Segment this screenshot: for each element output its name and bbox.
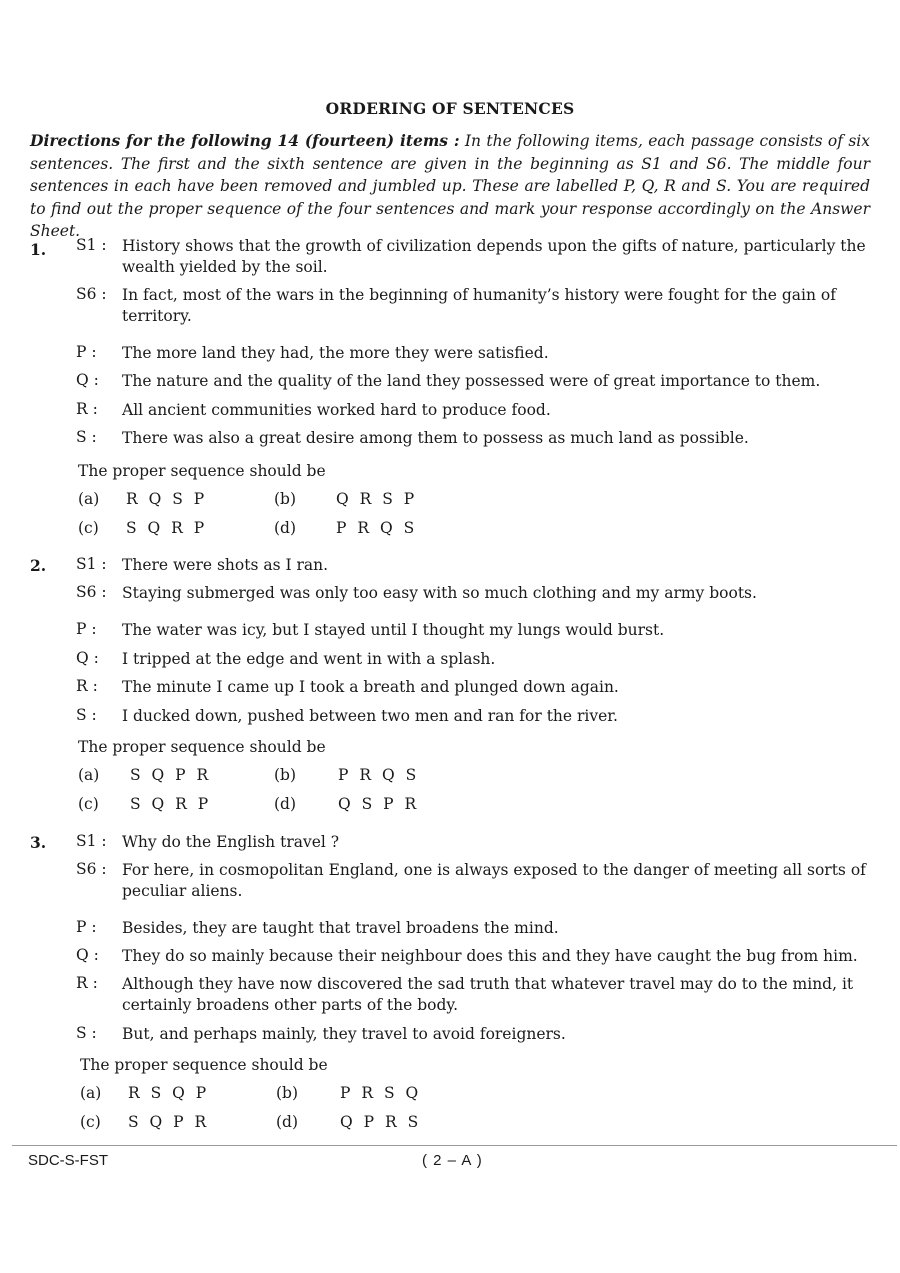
option-label: (d) xyxy=(274,519,297,537)
question-number: 3. xyxy=(30,833,47,852)
sequence-prompt: The proper sequence should be xyxy=(78,462,326,480)
sentence-label: S6 : xyxy=(76,860,107,878)
sentence-text: History shows that the growth of civilization depends upon the gifts of nature, particularly the wealth yielded by the soil. xyxy=(122,237,866,276)
option-value: Q R S P xyxy=(336,490,418,508)
sequence-prompt: The proper sequence should be xyxy=(78,738,326,756)
sentence-label: S1 : xyxy=(76,555,107,573)
sentence-label: S1 : xyxy=(76,832,107,850)
sentence-label: R : xyxy=(76,400,98,418)
sentence-label: Q : xyxy=(76,371,99,389)
sentence-label: P : xyxy=(76,343,97,361)
option-label: (d) xyxy=(274,795,297,813)
directions xyxy=(30,130,870,243)
sentence-label: S : xyxy=(76,428,97,446)
sentence-label: S6 : xyxy=(76,285,107,303)
sentence-label: S : xyxy=(76,706,97,724)
option-value: P R S Q xyxy=(340,1084,422,1102)
sentence-text: The nature and the quality of the land they possessed were of great importance to them. xyxy=(122,372,821,390)
sentence-label: P : xyxy=(76,620,97,638)
option-label: (b) xyxy=(274,766,297,784)
sentence-text: Although they have now discovered the sad truth that whatever travel may do to the mind, it certainly broadens other parts of the body. xyxy=(122,975,854,1014)
sentence-text: Staying submerged was only too easy with so much clothing and my army boots. xyxy=(122,584,757,602)
sentence-text: But, and perhaps mainly, they travel to avoid foreigners. xyxy=(122,1025,566,1043)
option-value: P R Q S xyxy=(336,519,418,537)
sentence-label: S : xyxy=(76,1024,97,1042)
option-label: (d) xyxy=(276,1113,299,1131)
option-label: (c) xyxy=(78,795,99,813)
option-value: P R Q S xyxy=(338,766,420,784)
sentence-label: Q : xyxy=(76,649,99,667)
option-label: (a) xyxy=(78,490,100,508)
option-label: (c) xyxy=(78,519,99,537)
sentence-text: There was also a great desire among them to possess as much land as possible. xyxy=(122,429,749,447)
sentence-label: S1 : xyxy=(76,236,107,254)
sentence-text: There were shots as I ran. xyxy=(122,556,329,574)
option-label: (a) xyxy=(80,1084,102,1102)
option-value: S Q R P xyxy=(130,795,212,813)
option-value: S Q P R xyxy=(128,1113,210,1131)
question-number: 1. xyxy=(30,240,47,259)
sentence-label: R : xyxy=(76,974,98,992)
question-number: 2. xyxy=(30,556,47,575)
option-label: (c) xyxy=(80,1113,101,1131)
sentence-text: The water was icy, but I stayed until I thought my lungs would burst. xyxy=(122,621,665,639)
sentence-text: They do so mainly because their neighbour does this and they have caught the bug from him. xyxy=(122,947,858,965)
sentence-text: The minute I came up I took a breath and plunged down again. xyxy=(122,678,619,696)
sentence-text: In fact, most of the wars in the beginning of humanity’s history were fought for the gain of territory. xyxy=(122,286,836,325)
footer-divider xyxy=(12,1145,897,1146)
sentence-text: Besides, they are taught that travel broadens the mind. xyxy=(122,919,559,937)
sentence-text: I ducked down, pushed between two men and ran for the river. xyxy=(122,707,618,725)
sentence-text: The more land they had, the more they were satisfied. xyxy=(122,344,549,362)
option-value: R Q S P xyxy=(126,490,208,508)
option-label: (a) xyxy=(78,766,100,784)
sentence-text: Why do the English travel ? xyxy=(122,833,340,851)
sentence-label: S6 : xyxy=(76,583,107,601)
option-label: (b) xyxy=(274,490,297,508)
option-value: S Q R P xyxy=(126,519,208,537)
sentence-label: R : xyxy=(76,677,98,695)
directions-body: In the following items, each passage consists of six sentences. The first and the sixth sentence are given in the beginning as S1 and S6. The middle four sentences in each have been removed and jumbled up. These are labelled P, Q, R and S. You are required to find out the proper sequence of the four sentences and mark your response accordingly on the Answer Sheet. xyxy=(30,132,870,240)
sequence-prompt: The proper sequence should be xyxy=(80,1056,328,1074)
option-value: Q P R S xyxy=(340,1113,422,1131)
option-label: (b) xyxy=(276,1084,299,1102)
sentence-label: P : xyxy=(76,918,97,936)
option-value: S Q P R xyxy=(130,766,212,784)
sentence-label: Q : xyxy=(76,946,99,964)
page-number: ( 2 – A ) xyxy=(422,1152,483,1169)
sentence-text: I tripped at the edge and went in with a splash. xyxy=(122,650,496,668)
sentence-text: All ancient communities worked hard to produce food. xyxy=(122,401,551,419)
option-value: Q S P R xyxy=(338,795,420,813)
option-value: R S Q P xyxy=(128,1084,210,1102)
sentence-text: For here, in cosmopolitan England, one is always exposed to the danger of meeting all sorts of peculiar aliens. xyxy=(122,861,866,900)
directions-lead: Directions for the following 14 (fourteen) items : xyxy=(30,131,460,150)
section-title: ORDERING OF SENTENCES xyxy=(325,99,575,118)
paper-code: SDC-S-FST xyxy=(28,1152,108,1169)
